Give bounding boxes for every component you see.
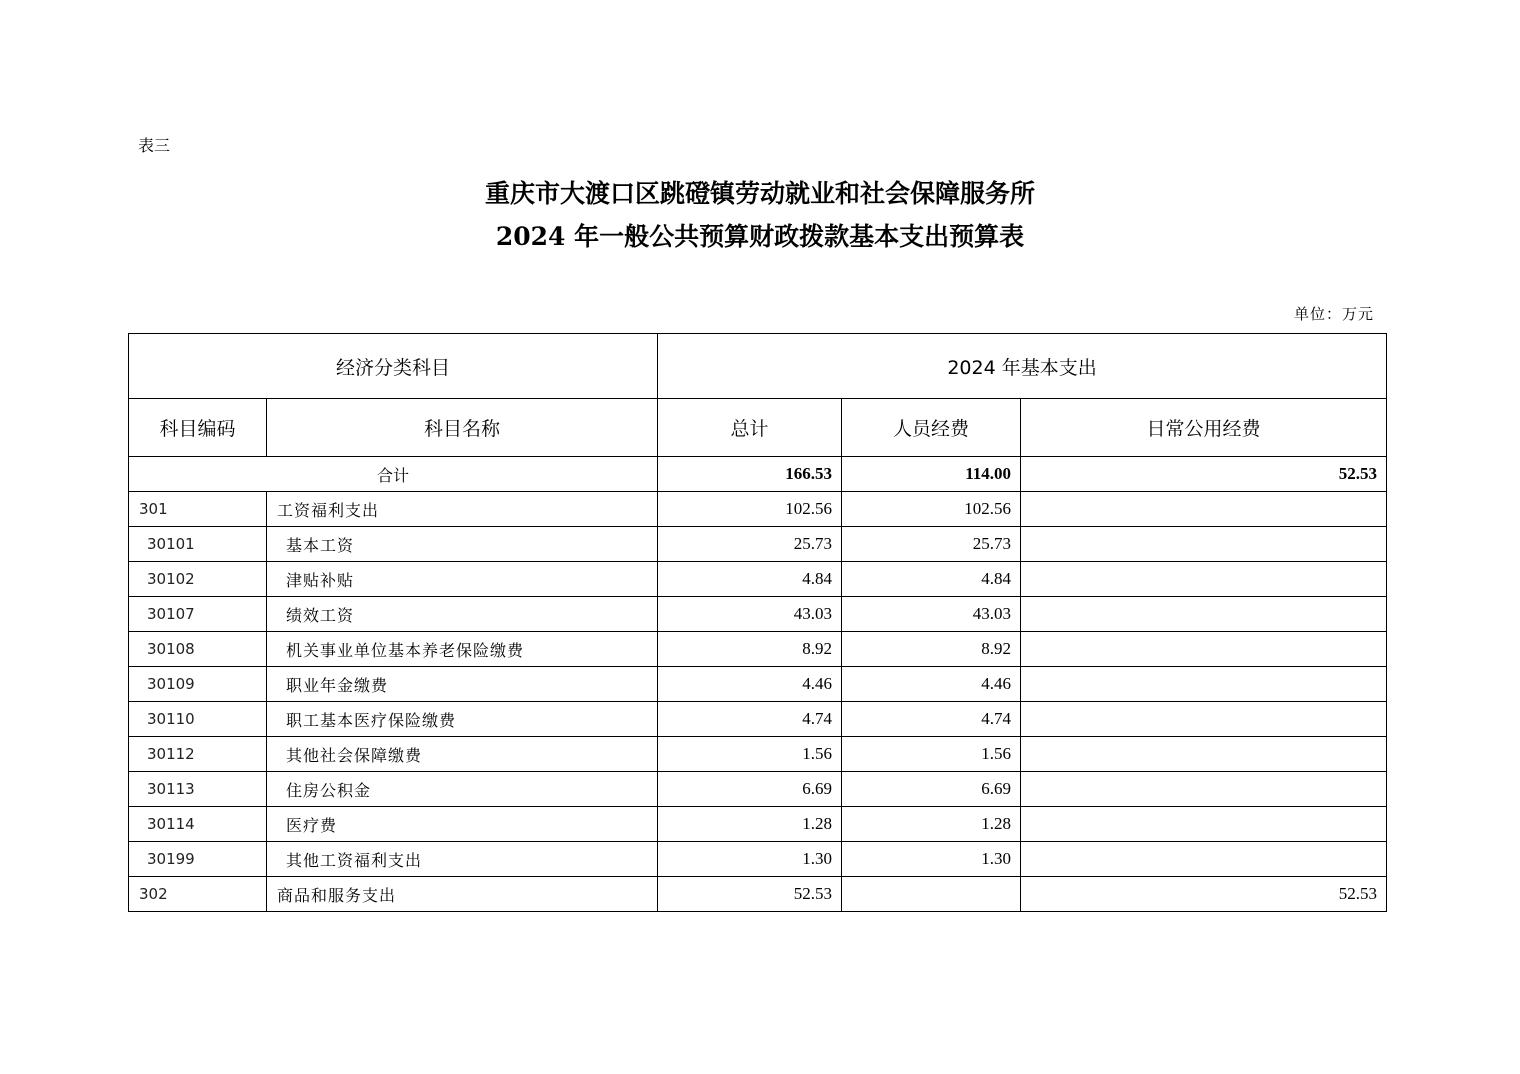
- row-public: [1021, 597, 1387, 632]
- total-personnel: 114.00: [842, 457, 1021, 492]
- row-personnel: [842, 877, 1021, 912]
- row-public: [1021, 842, 1387, 877]
- table-row: [129, 737, 1387, 772]
- page-title-line1: 重庆市大渡口区跳磴镇劳动就业和社会保障服务所: [484, 179, 1035, 208]
- row-code: 30109: [129, 667, 267, 702]
- row-total: 1.30: [658, 842, 842, 877]
- table-row: [129, 667, 1387, 702]
- row-personnel: 1.28: [842, 807, 1021, 842]
- header-code: 科目编码: [129, 399, 267, 457]
- header-personnel: 人员经费: [842, 399, 1021, 457]
- row-name: 商品和服务支出: [267, 877, 658, 912]
- row-personnel: 4.74: [842, 702, 1021, 737]
- row-personnel: 102.56: [842, 492, 1021, 527]
- page-title-line2: 2024 年一般公共预算财政拨款基本支出预算表: [495, 222, 1025, 251]
- header-public: 日常公用经费: [1021, 399, 1387, 457]
- row-total: 8.92: [658, 632, 842, 667]
- table-row: [129, 842, 1387, 877]
- total-public: 52.53: [1021, 457, 1387, 492]
- row-name: 工资福利支出: [267, 492, 658, 527]
- row-personnel: 8.92: [842, 632, 1021, 667]
- row-name: 绩效工资: [267, 597, 658, 632]
- table-row: [129, 877, 1387, 912]
- row-public: [1021, 737, 1387, 772]
- row-public: [1021, 527, 1387, 562]
- table-label: 表三: [138, 136, 171, 155]
- row-total: 6.69: [658, 772, 842, 807]
- row-code: 301: [129, 492, 267, 527]
- row-personnel: 4.84: [842, 562, 1021, 597]
- table-row: [129, 562, 1387, 597]
- header-row-group: [129, 334, 1387, 399]
- header-econ-category: 经济分类科目: [129, 334, 658, 399]
- row-personnel: 1.30: [842, 842, 1021, 877]
- row-personnel: 1.56: [842, 737, 1021, 772]
- row-total: 1.28: [658, 807, 842, 842]
- row-personnel: 6.69: [842, 772, 1021, 807]
- row-total: 1.56: [658, 737, 842, 772]
- table-row: [129, 597, 1387, 632]
- row-code: 30199: [129, 842, 267, 877]
- row-public: [1021, 702, 1387, 737]
- table-row: [129, 527, 1387, 562]
- row-public: [1021, 772, 1387, 807]
- row-public: [1021, 492, 1387, 527]
- table-row: [129, 772, 1387, 807]
- header-name: 科目名称: [267, 399, 658, 457]
- row-code: 30102: [129, 562, 267, 597]
- row-code: 30108: [129, 632, 267, 667]
- row-public: [1021, 562, 1387, 597]
- row-total: 4.74: [658, 702, 842, 737]
- row-name: 其他工资福利支出: [267, 842, 658, 877]
- row-code: 30107: [129, 597, 267, 632]
- budget-table: [128, 333, 1387, 912]
- row-code: 30114: [129, 807, 267, 842]
- row-total: 43.03: [658, 597, 842, 632]
- row-name: 住房公积金: [267, 772, 658, 807]
- row-personnel: 4.46: [842, 667, 1021, 702]
- row-name: 津贴补贴: [267, 562, 658, 597]
- row-public: [1021, 807, 1387, 842]
- row-public: [1021, 667, 1387, 702]
- total-sum: 166.53: [658, 457, 842, 492]
- table-row: [129, 632, 1387, 667]
- row-code: 30101: [129, 527, 267, 562]
- unit-label: 单位：万元: [1293, 305, 1374, 323]
- table-row: [129, 492, 1387, 527]
- row-total: 102.56: [658, 492, 842, 527]
- row-public: [1021, 632, 1387, 667]
- row-name: 机关事业单位基本养老保险缴费: [267, 632, 658, 667]
- total-row: [129, 457, 1387, 492]
- row-total: 4.84: [658, 562, 842, 597]
- row-code: 30112: [129, 737, 267, 772]
- row-name: 职业年金缴费: [267, 667, 658, 702]
- row-name: 职工基本医疗保险缴费: [267, 702, 658, 737]
- row-total: 4.46: [658, 667, 842, 702]
- row-code: 302: [129, 877, 267, 912]
- row-name: 基本工资: [267, 527, 658, 562]
- header-row-columns: [129, 399, 1387, 457]
- row-personnel: 25.73: [842, 527, 1021, 562]
- header-total: 总计: [658, 399, 842, 457]
- header-basic-expenditure: 2024 年基本支出: [658, 334, 1387, 399]
- row-public: 52.53: [1021, 877, 1387, 912]
- row-code: 30113: [129, 772, 267, 807]
- row-total: 25.73: [658, 527, 842, 562]
- total-label: 合计: [129, 457, 658, 492]
- table-row: [129, 702, 1387, 737]
- row-name: 医疗费: [267, 807, 658, 842]
- row-name: 其他社会保障缴费: [267, 737, 658, 772]
- row-personnel: 43.03: [842, 597, 1021, 632]
- table-row: [129, 807, 1387, 842]
- row-total: 52.53: [658, 877, 842, 912]
- row-code: 30110: [129, 702, 267, 737]
